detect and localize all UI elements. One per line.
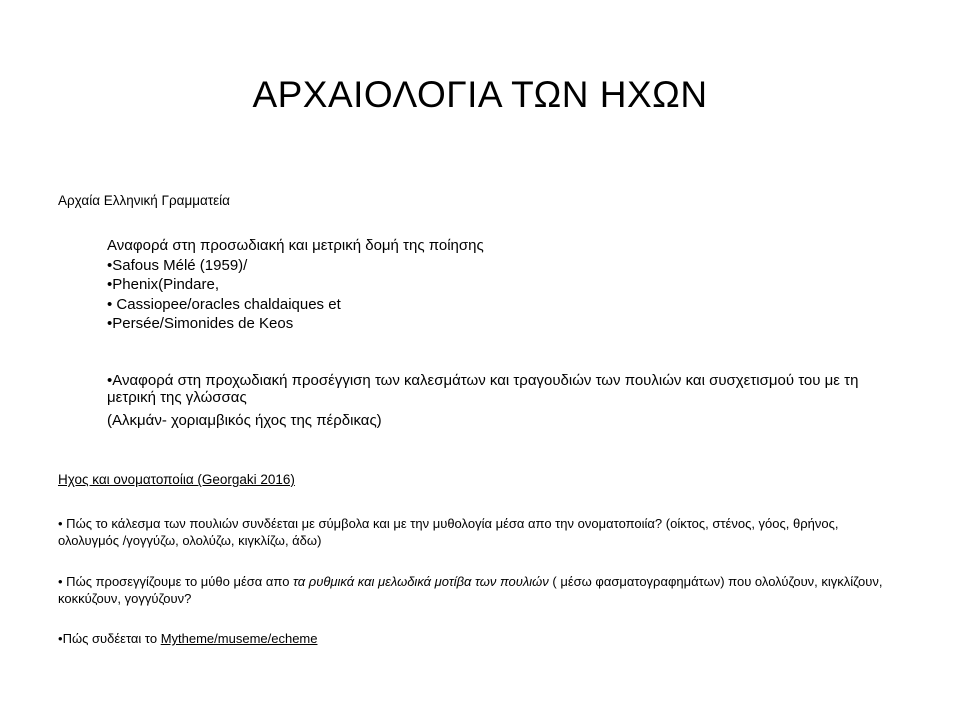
mytheme-link: Mytheme/museme/echeme xyxy=(160,631,318,646)
list-item: • Cassiopee/oracles chaldaiques et xyxy=(107,295,927,315)
section1-content xyxy=(107,236,927,334)
section-heading-onomatopoeia: Ηχος και ονοματοποίια (Georgaki 2016) xyxy=(58,472,295,487)
question-1: • Πώς το κάλεσμα των πουλιών συνδέεται με σύμβολα και με την μυθολογία μέσα απο την ονοματοποιία? (οίκτος, στένος, γόος, θρήνος, ολολυγμός /γογγύζω, ολολύζω, κιγκλίζω, άδω) xyxy=(58,515,888,549)
list-item: • Persée/Simonides de Keos xyxy=(107,314,927,334)
section1-example: (Αλκμάν- χοριαμβικός ήχος της πέρδικας) xyxy=(107,412,382,429)
slide-title: ΑΡΧΑΙΟΛΟΓΙΑ ΤΩΝ ΗΧΩΝ xyxy=(252,74,708,115)
section-heading-ancient-literature: Αρχαία Ελληνική Γραμματεία xyxy=(58,193,230,208)
list-item: • Phenix(Pindare, xyxy=(107,275,927,295)
question-2: • Πώς προσεγγίζουμε το μύθο μέσα απο τα ρυθμικά και μελωδικά μοτίβα των πουλιών ( μέσω φασματογραφημάτων) που ολολύζουν, κιγκλίζουν, κοκκύζουν, γογγύζουν? xyxy=(58,573,888,607)
list-item: • Safous Mélé (1959)/ xyxy=(107,256,927,276)
section1-intro: Αναφορά στη προσωδιακή και μετρική δομή της ποίησης xyxy=(107,237,484,254)
question-3: • Πώς συδέεται το Mytheme/museme/echeme xyxy=(58,630,888,647)
section1-paragraph: • Αναφορά στη προχωδιακή προσέγγιση των καλεσμάτων και τραγουδιών των πουλιών και συσχετισμού του με τη μετρική της γλώσσας (Αλκμάν- χοριαμβικός ήχος της πέρδικας) xyxy=(107,372,907,429)
